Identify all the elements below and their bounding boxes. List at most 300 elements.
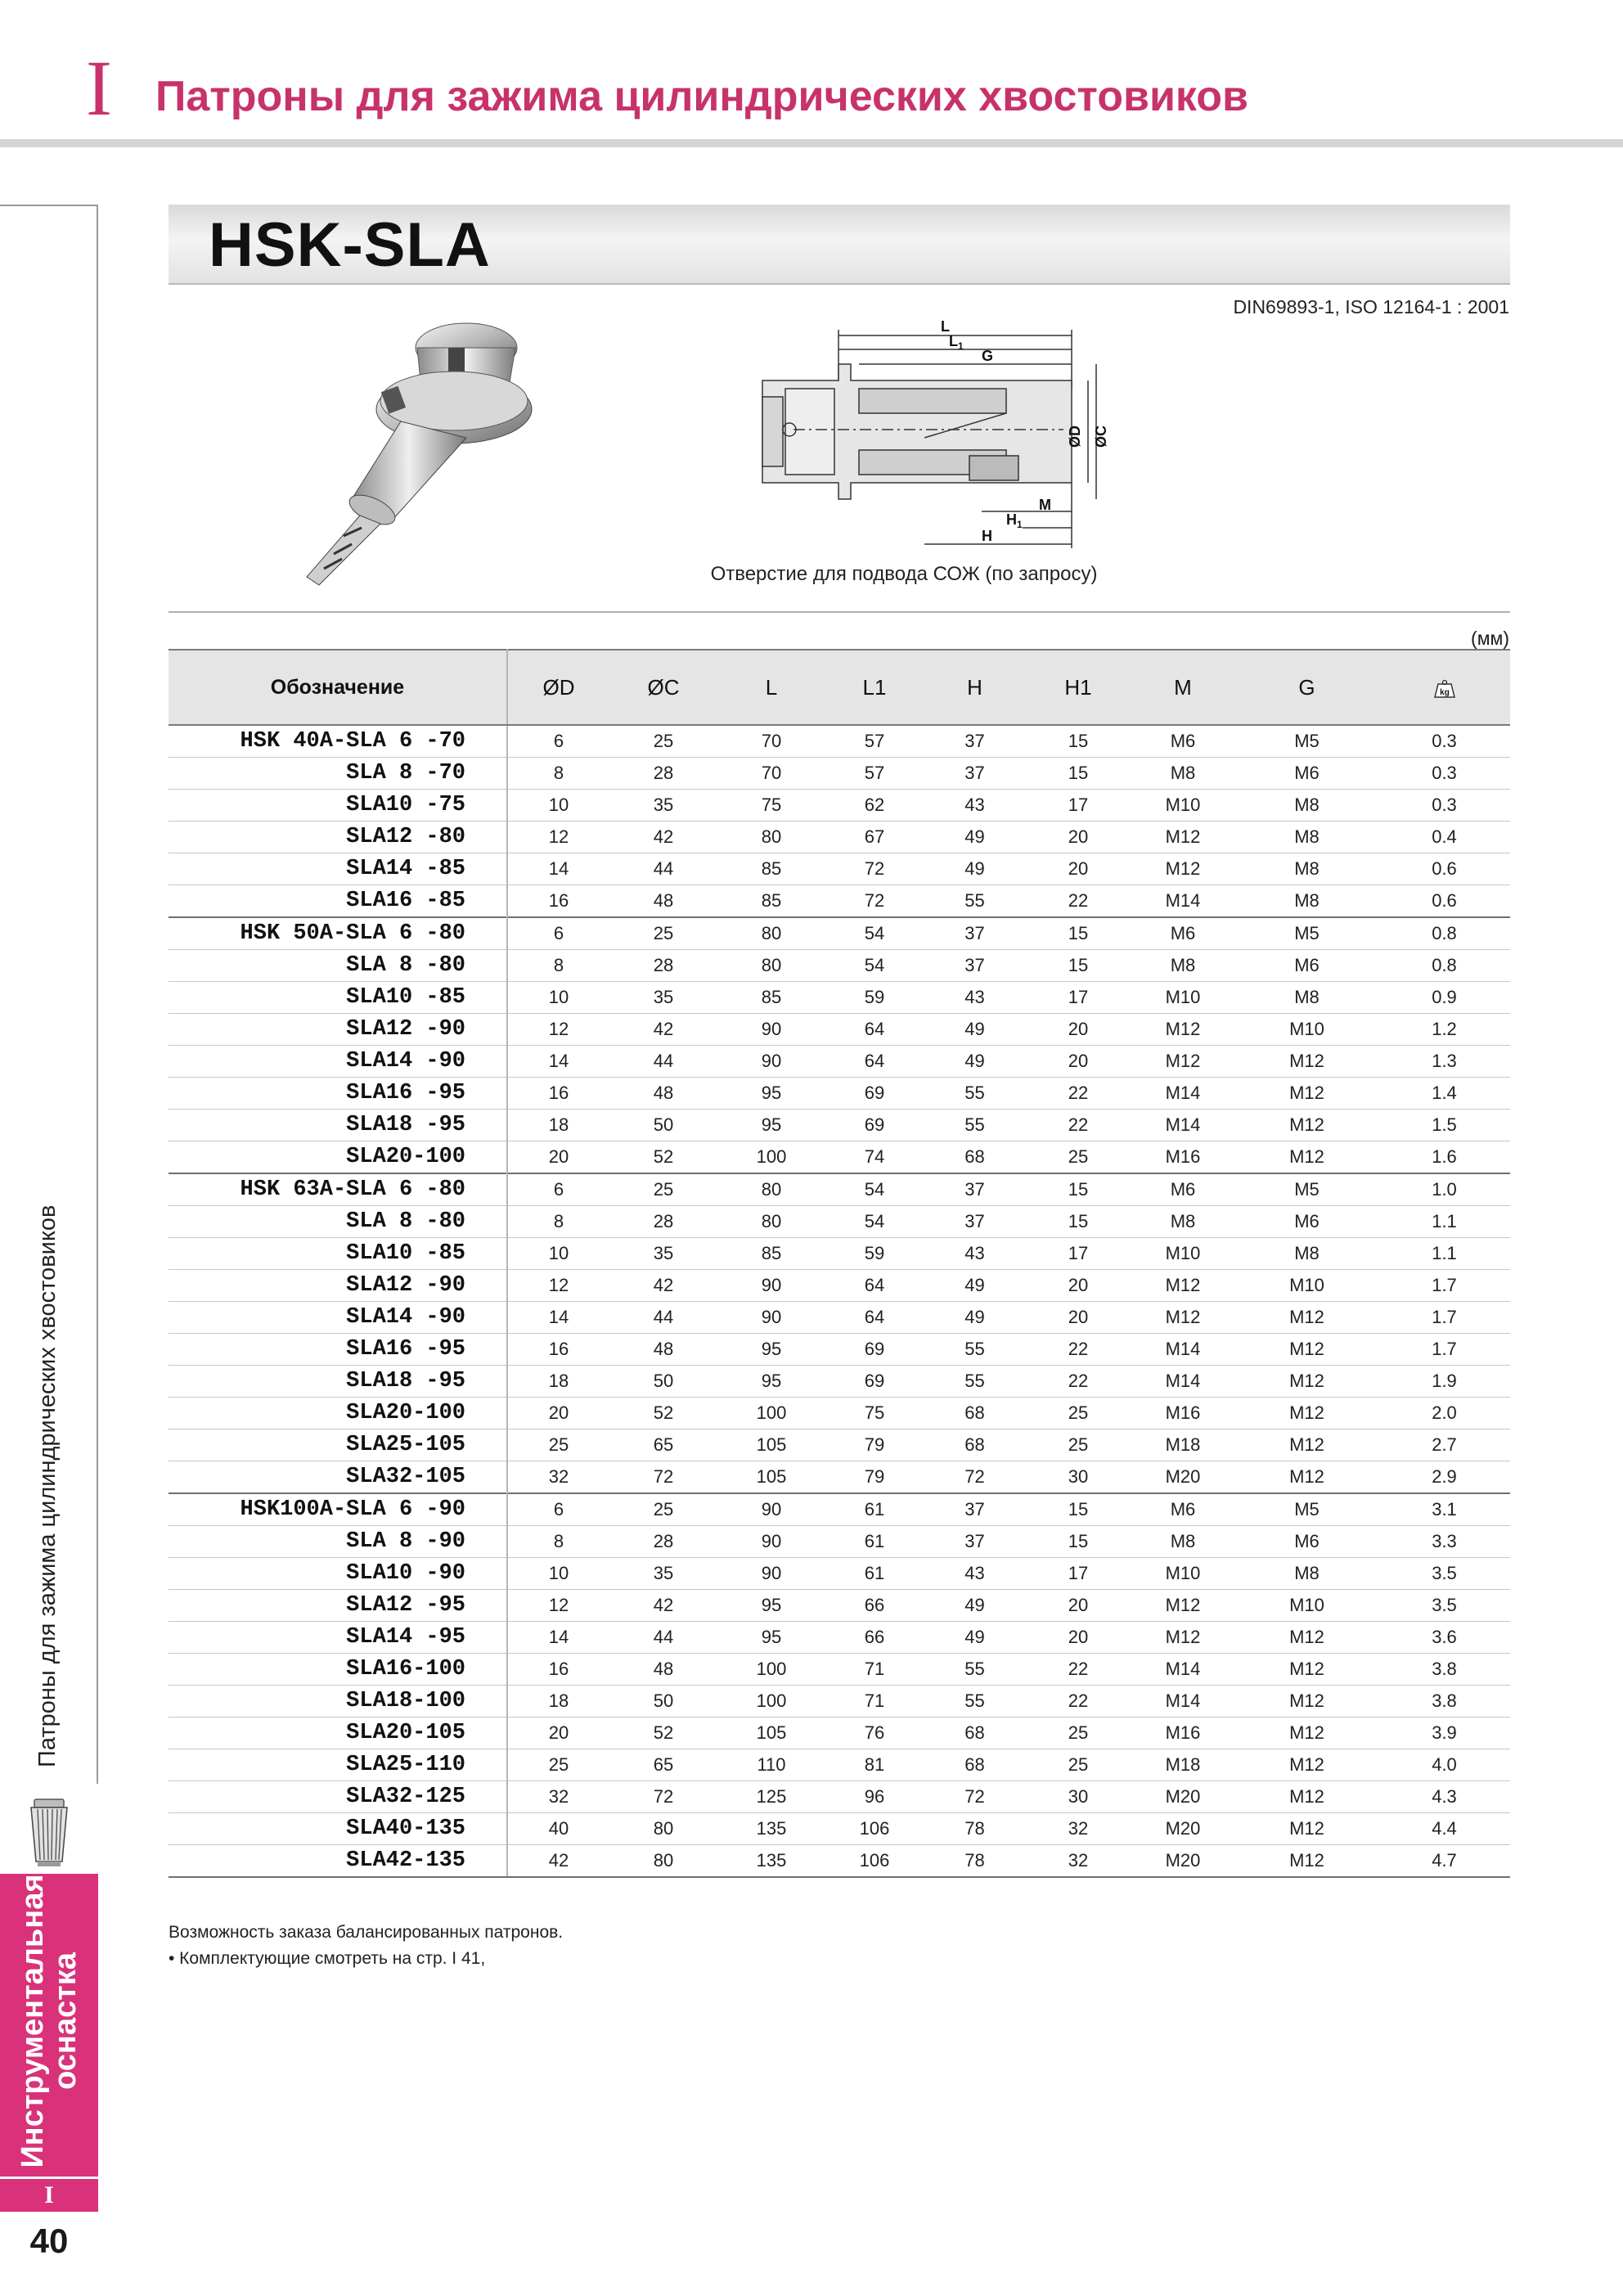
drawing-caption: Отверстие для подвода СОЖ (по запросу) bbox=[710, 563, 1098, 585]
cell-h: 37 bbox=[924, 725, 1026, 758]
cell-designation: SLA25-110 bbox=[169, 1749, 507, 1781]
cell-g: M6 bbox=[1235, 950, 1378, 982]
table-row bbox=[169, 1334, 1510, 1366]
cell-l1: 72 bbox=[825, 853, 924, 885]
tool-holder-image bbox=[262, 299, 573, 593]
cell-d: 12 bbox=[507, 822, 609, 853]
table-row bbox=[169, 1461, 1510, 1494]
cell-weight: 0.3 bbox=[1378, 790, 1510, 822]
cell-designation: SLA16 -85 bbox=[169, 885, 507, 918]
cell-weight: 3.9 bbox=[1378, 1717, 1510, 1749]
cell-g: M12 bbox=[1235, 1461, 1378, 1494]
cell-l1: 61 bbox=[825, 1493, 924, 1526]
dim-label-l1: $L_1$ bbox=[949, 333, 964, 352]
cell-c: 28 bbox=[609, 1526, 717, 1558]
cell-l: 105 bbox=[717, 1717, 825, 1749]
table-row bbox=[169, 1686, 1510, 1717]
cell-m: M14 bbox=[1131, 885, 1235, 918]
category-line-1: Инструментальная bbox=[16, 1874, 50, 2168]
table-row bbox=[169, 1845, 1510, 1878]
cell-c: 35 bbox=[609, 1238, 717, 1270]
dim-label-l: L bbox=[941, 318, 950, 335]
cell-designation: SLA10 -85 bbox=[169, 1238, 507, 1270]
cell-m: M12 bbox=[1131, 1014, 1235, 1046]
cell-l1: 59 bbox=[825, 982, 924, 1014]
cell-h: 55 bbox=[924, 1078, 1026, 1110]
cell-h: 37 bbox=[924, 1206, 1026, 1238]
cell-h1: 20 bbox=[1026, 822, 1131, 853]
cell-designation: SLA20-100 bbox=[169, 1141, 507, 1174]
category-section-letter: I bbox=[0, 2179, 98, 2212]
cell-l: 135 bbox=[717, 1813, 825, 1845]
cell-g: M6 bbox=[1235, 1206, 1378, 1238]
cell-d: 8 bbox=[507, 1526, 609, 1558]
cell-l: 100 bbox=[717, 1686, 825, 1717]
cell-weight: 3.5 bbox=[1378, 1590, 1510, 1622]
cell-l: 75 bbox=[717, 790, 825, 822]
cell-d: 40 bbox=[507, 1813, 609, 1845]
cell-designation: SLA 8 -70 bbox=[169, 758, 507, 790]
table-row bbox=[169, 1366, 1510, 1398]
cell-m: M14 bbox=[1131, 1078, 1235, 1110]
cell-l: 95 bbox=[717, 1078, 825, 1110]
dim-label-m: M bbox=[1039, 497, 1051, 513]
cell-g: M5 bbox=[1235, 1173, 1378, 1206]
cell-h1: 22 bbox=[1026, 1686, 1131, 1717]
cell-m: M6 bbox=[1131, 725, 1235, 758]
cell-c: 42 bbox=[609, 1014, 717, 1046]
cell-l1: 72 bbox=[825, 885, 924, 918]
cell-h1: 17 bbox=[1026, 790, 1131, 822]
cell-h: 49 bbox=[924, 1590, 1026, 1622]
cell-l: 105 bbox=[717, 1429, 825, 1461]
cell-h: 37 bbox=[924, 1526, 1026, 1558]
cell-l1: 79 bbox=[825, 1429, 924, 1461]
cell-h: 37 bbox=[924, 758, 1026, 790]
cell-l1: 66 bbox=[825, 1590, 924, 1622]
category-label bbox=[16, 1874, 90, 2168]
cell-designation: SLA14 -85 bbox=[169, 853, 507, 885]
cell-l1: 75 bbox=[825, 1398, 924, 1429]
cell-m: M12 bbox=[1131, 853, 1235, 885]
table-row bbox=[169, 1238, 1510, 1270]
cell-h: 43 bbox=[924, 790, 1026, 822]
cell-l1: 59 bbox=[825, 1238, 924, 1270]
header-g: G bbox=[1235, 650, 1378, 725]
cell-d: 16 bbox=[507, 1078, 609, 1110]
table-row bbox=[169, 1141, 1510, 1174]
cell-m: M18 bbox=[1131, 1429, 1235, 1461]
cell-d: 6 bbox=[507, 1173, 609, 1206]
cell-m: M20 bbox=[1131, 1461, 1235, 1494]
cell-h: 43 bbox=[924, 1238, 1026, 1270]
cell-m: M10 bbox=[1131, 1558, 1235, 1590]
cell-l: 100 bbox=[717, 1141, 825, 1174]
cell-c: 50 bbox=[609, 1686, 717, 1717]
dim-label-g: G bbox=[982, 348, 994, 364]
cell-m: M6 bbox=[1131, 1493, 1235, 1526]
cell-c: 48 bbox=[609, 885, 717, 918]
cell-weight: 0.3 bbox=[1378, 758, 1510, 790]
cell-weight: 1.9 bbox=[1378, 1366, 1510, 1398]
cell-l: 80 bbox=[717, 1173, 825, 1206]
table-row bbox=[169, 1526, 1510, 1558]
cell-d: 14 bbox=[507, 1046, 609, 1078]
page-number: 40 bbox=[29, 2222, 69, 2260]
cell-d: 18 bbox=[507, 1686, 609, 1717]
table-row bbox=[169, 1590, 1510, 1622]
cell-c: 28 bbox=[609, 950, 717, 982]
cell-h: 55 bbox=[924, 1366, 1026, 1398]
table-row bbox=[169, 725, 1510, 758]
cell-c: 25 bbox=[609, 1493, 717, 1526]
cell-d: 14 bbox=[507, 853, 609, 885]
cell-g: M6 bbox=[1235, 1526, 1378, 1558]
cell-weight: 0.4 bbox=[1378, 822, 1510, 853]
cell-l1: 96 bbox=[825, 1781, 924, 1813]
cell-h: 49 bbox=[924, 1014, 1026, 1046]
cell-weight: 0.9 bbox=[1378, 982, 1510, 1014]
table-row bbox=[169, 1558, 1510, 1590]
dim-label-d: ØD bbox=[1067, 425, 1083, 448]
cell-weight: 1.0 bbox=[1378, 1173, 1510, 1206]
cell-g: M8 bbox=[1235, 853, 1378, 885]
cell-l: 95 bbox=[717, 1110, 825, 1141]
cell-h: 55 bbox=[924, 1654, 1026, 1686]
cell-c: 25 bbox=[609, 1173, 717, 1206]
sidebar-vertical-label bbox=[34, 1064, 67, 1767]
cell-c: 65 bbox=[609, 1749, 717, 1781]
cell-m: M6 bbox=[1131, 1173, 1235, 1206]
cell-h1: 20 bbox=[1026, 1014, 1131, 1046]
cell-h1: 17 bbox=[1026, 1238, 1131, 1270]
table-row bbox=[169, 1110, 1510, 1141]
product-title: HSK-SLA bbox=[209, 210, 491, 280]
cell-h1: 22 bbox=[1026, 1654, 1131, 1686]
cell-weight: 2.0 bbox=[1378, 1398, 1510, 1429]
cell-d: 10 bbox=[507, 982, 609, 1014]
cell-weight: 3.8 bbox=[1378, 1686, 1510, 1717]
cell-designation: SLA 8 -80 bbox=[169, 1206, 507, 1238]
cell-l1: 54 bbox=[825, 950, 924, 982]
cell-designation: SLA14 -90 bbox=[169, 1046, 507, 1078]
cell-weight: 1.2 bbox=[1378, 1014, 1510, 1046]
cell-g: M12 bbox=[1235, 1654, 1378, 1686]
cell-c: 48 bbox=[609, 1078, 717, 1110]
cell-g: M10 bbox=[1235, 1014, 1378, 1046]
cell-l: 70 bbox=[717, 725, 825, 758]
cell-h: 49 bbox=[924, 1302, 1026, 1334]
cell-designation: HSK 40A-SLA 6 -70 bbox=[169, 725, 507, 758]
cell-g: M10 bbox=[1235, 1270, 1378, 1302]
cell-h: 55 bbox=[924, 1334, 1026, 1366]
cell-m: M20 bbox=[1131, 1845, 1235, 1878]
cell-m: M8 bbox=[1131, 1206, 1235, 1238]
cell-designation: HSK 63A-SLA 6 -80 bbox=[169, 1173, 507, 1206]
cell-l: 110 bbox=[717, 1749, 825, 1781]
cell-h1: 25 bbox=[1026, 1429, 1131, 1461]
cell-h: 78 bbox=[924, 1845, 1026, 1878]
cell-h: 37 bbox=[924, 950, 1026, 982]
cell-d: 25 bbox=[507, 1429, 609, 1461]
table-row bbox=[169, 982, 1510, 1014]
cell-h1: 15 bbox=[1026, 950, 1131, 982]
cell-designation: SLA 8 -80 bbox=[169, 950, 507, 982]
cell-weight: 1.7 bbox=[1378, 1270, 1510, 1302]
table-row bbox=[169, 1717, 1510, 1749]
cell-d: 12 bbox=[507, 1014, 609, 1046]
cell-weight: 4.7 bbox=[1378, 1845, 1510, 1878]
table-row bbox=[169, 1654, 1510, 1686]
cell-weight: 1.1 bbox=[1378, 1206, 1510, 1238]
header-h: H bbox=[924, 650, 1026, 725]
cell-g: M12 bbox=[1235, 1622, 1378, 1654]
cell-c: 42 bbox=[609, 1590, 717, 1622]
cell-weight: 4.3 bbox=[1378, 1781, 1510, 1813]
cell-weight: 3.3 bbox=[1378, 1526, 1510, 1558]
cell-c: 28 bbox=[609, 1206, 717, 1238]
cell-l: 85 bbox=[717, 1238, 825, 1270]
cell-g: M12 bbox=[1235, 1141, 1378, 1174]
cell-h: 37 bbox=[924, 1173, 1026, 1206]
table-row bbox=[169, 917, 1510, 950]
table-row bbox=[169, 1270, 1510, 1302]
cell-h: 37 bbox=[924, 1493, 1026, 1526]
cell-c: 25 bbox=[609, 725, 717, 758]
cell-designation: SLA14 -95 bbox=[169, 1622, 507, 1654]
cell-g: M6 bbox=[1235, 758, 1378, 790]
cell-d: 20 bbox=[507, 1398, 609, 1429]
cell-m: M12 bbox=[1131, 822, 1235, 853]
cell-h1: 17 bbox=[1026, 982, 1131, 1014]
cell-l1: 74 bbox=[825, 1141, 924, 1174]
cell-l: 90 bbox=[717, 1046, 825, 1078]
cell-l: 100 bbox=[717, 1398, 825, 1429]
cell-weight: 0.8 bbox=[1378, 917, 1510, 950]
cell-weight: 1.6 bbox=[1378, 1141, 1510, 1174]
cell-h: 37 bbox=[924, 917, 1026, 950]
cell-g: M12 bbox=[1235, 1078, 1378, 1110]
cell-weight: 0.8 bbox=[1378, 950, 1510, 982]
cell-d: 32 bbox=[507, 1781, 609, 1813]
cell-designation: HSK 50A-SLA 6 -80 bbox=[169, 917, 507, 950]
section-letter: I bbox=[86, 44, 112, 132]
cell-h1: 15 bbox=[1026, 758, 1131, 790]
cell-l: 80 bbox=[717, 917, 825, 950]
cell-d: 16 bbox=[507, 1334, 609, 1366]
cell-h1: 20 bbox=[1026, 1302, 1131, 1334]
cell-designation: SLA16 -95 bbox=[169, 1334, 507, 1366]
cell-h1: 32 bbox=[1026, 1845, 1131, 1878]
note-accessories: • Комплектующие смотреть на стр. I 41, bbox=[169, 1949, 486, 1968]
cell-g: M12 bbox=[1235, 1429, 1378, 1461]
cell-l1: 61 bbox=[825, 1526, 924, 1558]
table-row bbox=[169, 1813, 1510, 1845]
cell-d: 8 bbox=[507, 1206, 609, 1238]
cell-g: M12 bbox=[1235, 1749, 1378, 1781]
section-divider bbox=[169, 611, 1510, 613]
cell-h: 68 bbox=[924, 1398, 1026, 1429]
cell-l: 70 bbox=[717, 758, 825, 790]
cell-designation: SLA25-105 bbox=[169, 1429, 507, 1461]
cell-l1: 71 bbox=[825, 1686, 924, 1717]
cell-h1: 30 bbox=[1026, 1461, 1131, 1494]
cell-m: M20 bbox=[1131, 1813, 1235, 1845]
cell-d: 16 bbox=[507, 885, 609, 918]
cell-l1: 66 bbox=[825, 1622, 924, 1654]
cell-h1: 22 bbox=[1026, 885, 1131, 918]
cell-m: M20 bbox=[1131, 1781, 1235, 1813]
cell-g: M8 bbox=[1235, 1238, 1378, 1270]
cell-d: 18 bbox=[507, 1110, 609, 1141]
svg-text:kg: kg bbox=[1439, 687, 1450, 697]
cell-weight: 1.7 bbox=[1378, 1334, 1510, 1366]
page-title: Патроны для зажима цилиндрических хвостовиков bbox=[155, 73, 1248, 120]
cell-g: M12 bbox=[1235, 1845, 1378, 1878]
sidebar-divider bbox=[97, 205, 98, 1784]
cell-designation: SLA32-125 bbox=[169, 1781, 507, 1813]
cell-h1: 22 bbox=[1026, 1078, 1131, 1110]
cell-designation: SLA18 -95 bbox=[169, 1366, 507, 1398]
cell-c: 42 bbox=[609, 1270, 717, 1302]
cell-d: 32 bbox=[507, 1461, 609, 1494]
cell-h: 49 bbox=[924, 822, 1026, 853]
cell-l1: 106 bbox=[825, 1813, 924, 1845]
cell-m: M12 bbox=[1131, 1046, 1235, 1078]
cell-g: M12 bbox=[1235, 1110, 1378, 1141]
cell-m: M14 bbox=[1131, 1686, 1235, 1717]
cell-m: M16 bbox=[1131, 1141, 1235, 1174]
cell-h: 49 bbox=[924, 1046, 1026, 1078]
table-header-row bbox=[169, 650, 1510, 725]
cell-designation: HSK100A-SLA 6 -90 bbox=[169, 1493, 507, 1526]
cell-h: 43 bbox=[924, 1558, 1026, 1590]
cell-d: 10 bbox=[507, 1558, 609, 1590]
cell-d: 12 bbox=[507, 1590, 609, 1622]
standard-reference: DIN69893-1, ISO 12164-1 : 2001 bbox=[1233, 296, 1509, 317]
cell-m: M8 bbox=[1131, 950, 1235, 982]
cell-h1: 20 bbox=[1026, 1046, 1131, 1078]
cell-c: 72 bbox=[609, 1461, 717, 1494]
cell-c: 50 bbox=[609, 1366, 717, 1398]
cell-d: 25 bbox=[507, 1749, 609, 1781]
cell-l1: 54 bbox=[825, 1173, 924, 1206]
cell-h: 68 bbox=[924, 1717, 1026, 1749]
cell-m: M10 bbox=[1131, 1238, 1235, 1270]
table-row bbox=[169, 790, 1510, 822]
cell-c: 72 bbox=[609, 1781, 717, 1813]
cell-l1: 69 bbox=[825, 1334, 924, 1366]
cell-h: 68 bbox=[924, 1429, 1026, 1461]
cell-l1: 54 bbox=[825, 917, 924, 950]
cell-d: 14 bbox=[507, 1622, 609, 1654]
cell-l: 85 bbox=[717, 982, 825, 1014]
cell-l: 95 bbox=[717, 1366, 825, 1398]
table-row bbox=[169, 853, 1510, 885]
table-row bbox=[169, 1302, 1510, 1334]
category-line-2: оснастка bbox=[48, 1952, 83, 2090]
cell-c: 25 bbox=[609, 917, 717, 950]
cell-d: 6 bbox=[507, 1493, 609, 1526]
cell-l: 80 bbox=[717, 950, 825, 982]
cell-g: M8 bbox=[1235, 1558, 1378, 1590]
cell-m: M12 bbox=[1131, 1590, 1235, 1622]
cell-h: 49 bbox=[924, 1622, 1026, 1654]
cell-d: 16 bbox=[507, 1654, 609, 1686]
cell-designation: SLA 8 -90 bbox=[169, 1526, 507, 1558]
dim-label-h1: $H_1$ bbox=[1006, 511, 1023, 530]
cell-designation: SLA12 -90 bbox=[169, 1270, 507, 1302]
cell-g: M12 bbox=[1235, 1686, 1378, 1717]
cell-l: 90 bbox=[717, 1014, 825, 1046]
header-h1: H1 bbox=[1026, 650, 1131, 725]
cell-d: 10 bbox=[507, 1238, 609, 1270]
cell-designation: SLA18 -95 bbox=[169, 1110, 507, 1141]
cell-l: 90 bbox=[717, 1558, 825, 1590]
cell-designation: SLA32-105 bbox=[169, 1461, 507, 1494]
cell-m: M18 bbox=[1131, 1749, 1235, 1781]
cell-g: M5 bbox=[1235, 1493, 1378, 1526]
cell-l1: 71 bbox=[825, 1654, 924, 1686]
cell-h: 55 bbox=[924, 1110, 1026, 1141]
cell-l: 95 bbox=[717, 1590, 825, 1622]
cell-l: 85 bbox=[717, 885, 825, 918]
cell-m: M16 bbox=[1131, 1398, 1235, 1429]
cell-m: M14 bbox=[1131, 1366, 1235, 1398]
header-c: ØC bbox=[609, 650, 717, 725]
cell-g: M12 bbox=[1235, 1398, 1378, 1429]
cell-h1: 15 bbox=[1026, 1173, 1131, 1206]
cell-l1: 57 bbox=[825, 758, 924, 790]
cell-weight: 1.7 bbox=[1378, 1302, 1510, 1334]
cell-c: 35 bbox=[609, 1558, 717, 1590]
cell-h1: 30 bbox=[1026, 1781, 1131, 1813]
cell-weight: 3.8 bbox=[1378, 1654, 1510, 1686]
cell-m: M6 bbox=[1131, 917, 1235, 950]
cell-designation: SLA14 -90 bbox=[169, 1302, 507, 1334]
cell-h1: 22 bbox=[1026, 1110, 1131, 1141]
cell-h1: 15 bbox=[1026, 1526, 1131, 1558]
cell-g: M12 bbox=[1235, 1334, 1378, 1366]
cell-h1: 22 bbox=[1026, 1334, 1131, 1366]
cell-c: 48 bbox=[609, 1334, 717, 1366]
cell-l: 90 bbox=[717, 1493, 825, 1526]
table-body bbox=[169, 725, 1510, 1877]
cell-g: M10 bbox=[1235, 1590, 1378, 1622]
cell-designation: SLA10 -85 bbox=[169, 982, 507, 1014]
cell-l1: 69 bbox=[825, 1366, 924, 1398]
cell-h1: 20 bbox=[1026, 1590, 1131, 1622]
cell-c: 35 bbox=[609, 790, 717, 822]
cell-c: 35 bbox=[609, 982, 717, 1014]
cell-g: M5 bbox=[1235, 725, 1378, 758]
cell-l: 95 bbox=[717, 1622, 825, 1654]
cell-d: 14 bbox=[507, 1302, 609, 1334]
cell-l: 90 bbox=[717, 1302, 825, 1334]
cell-designation: SLA16 -95 bbox=[169, 1078, 507, 1110]
cell-l1: 64 bbox=[825, 1014, 924, 1046]
cell-weight: 2.9 bbox=[1378, 1461, 1510, 1494]
cell-weight: 1.3 bbox=[1378, 1046, 1510, 1078]
cell-weight: 2.7 bbox=[1378, 1429, 1510, 1461]
cell-h: 78 bbox=[924, 1813, 1026, 1845]
cell-l1: 62 bbox=[825, 790, 924, 822]
cell-l: 100 bbox=[717, 1654, 825, 1686]
note-balanced: Возможность заказа балансированных патронов. bbox=[169, 1923, 564, 1942]
cell-h: 68 bbox=[924, 1749, 1026, 1781]
cell-m: M12 bbox=[1131, 1622, 1235, 1654]
cell-h1: 20 bbox=[1026, 1270, 1131, 1302]
